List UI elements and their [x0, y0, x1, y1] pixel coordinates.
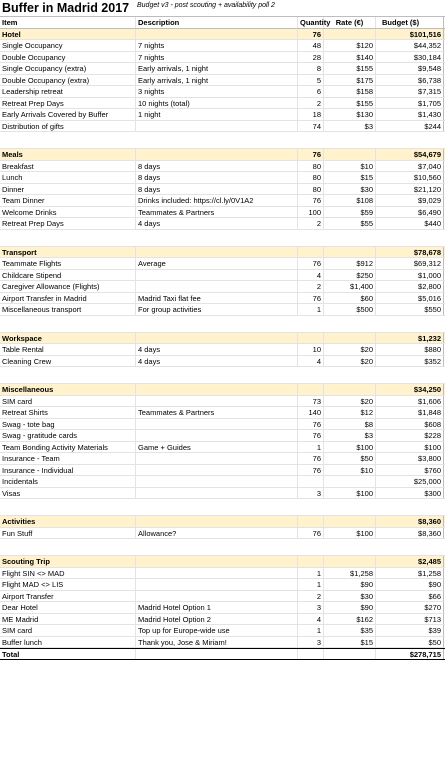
rate-cell[interactable]: $15 — [324, 172, 376, 183]
table-row — [0, 75, 445, 87]
item-cell[interactable]: Single Occupancy (extra) — [0, 63, 136, 74]
budget-cell[interactable]: $880 — [376, 344, 444, 355]
budget-cell[interactable]: $8,360 — [376, 528, 444, 539]
rate-cell[interactable]: $155 — [324, 63, 376, 74]
item-cell[interactable]: Fun Stuff — [0, 528, 136, 539]
rate-cell[interactable]: $8 — [324, 419, 376, 430]
section-header-row — [0, 384, 445, 396]
description-cell[interactable]: 4 days — [136, 218, 298, 229]
section-quantity[interactable]: 76 — [298, 149, 324, 160]
table-row — [0, 293, 445, 305]
rate-cell[interactable]: $108 — [324, 195, 376, 206]
section-quantity[interactable] — [298, 247, 324, 258]
rate-cell[interactable]: $100 — [324, 488, 376, 499]
budget-cell[interactable]: $30,184 — [376, 52, 444, 63]
quantity-cell[interactable]: 76 — [298, 293, 324, 304]
item-cell[interactable]: Retreat Prep Days — [0, 218, 136, 229]
item-cell[interactable]: ME Madrid — [0, 614, 136, 625]
budget-cell[interactable]: $3,800 — [376, 453, 444, 464]
rate-cell[interactable]: $155 — [324, 98, 376, 109]
rate-cell[interactable]: $20 — [324, 344, 376, 355]
description-cell[interactable]: Teammates & Partners — [136, 207, 298, 218]
description-cell[interactable] — [136, 419, 298, 430]
item-cell[interactable]: Caregiver Allowance (Flights) — [0, 281, 136, 292]
table-row — [0, 488, 445, 500]
section-description-cell[interactable] — [136, 516, 298, 527]
quantity-cell[interactable]: 2 — [298, 591, 324, 602]
table-row — [0, 453, 445, 465]
item-cell[interactable]: Buffer lunch — [0, 637, 136, 648]
budget-cell[interactable]: $760 — [376, 465, 444, 476]
budget-cell[interactable]: $21,120 — [376, 184, 444, 195]
table-row — [0, 419, 445, 431]
quantity-cell[interactable]: 5 — [298, 75, 324, 86]
rate-cell[interactable]: $120 — [324, 40, 376, 51]
spacer-row — [0, 132, 445, 149]
section-header-row — [0, 556, 445, 568]
table-row — [0, 430, 445, 442]
item-cell[interactable]: Breakfast — [0, 161, 136, 172]
section-name[interactable]: Scouting Trip — [0, 556, 136, 567]
table-row — [0, 407, 445, 419]
table-row — [0, 465, 445, 477]
table-row — [0, 40, 445, 52]
budget-cell[interactable]: $1,430 — [376, 109, 444, 120]
total-rate-cell[interactable] — [324, 649, 376, 659]
total-label[interactable]: Total — [0, 649, 136, 659]
description-cell[interactable]: Teammates & Partners — [136, 407, 298, 418]
rate-cell[interactable] — [324, 476, 376, 487]
item-cell[interactable]: Leadership retreat — [0, 86, 136, 97]
rate-cell[interactable]: $3 — [324, 430, 376, 441]
quantity-cell[interactable]: 1 — [298, 442, 324, 453]
item-cell[interactable]: Team Bonding Activity Materials — [0, 442, 136, 453]
sheet-title: Buffer in Madrid 2017 — [2, 1, 130, 15]
total-quantity-cell[interactable] — [298, 649, 324, 659]
item-cell[interactable]: SIM card — [0, 396, 136, 407]
rate-cell[interactable]: $100 — [324, 528, 376, 539]
description-cell[interactable]: Game + Guides — [136, 442, 298, 453]
description-cell[interactable]: 4 days — [136, 344, 298, 355]
item-cell[interactable]: Double Occupancy — [0, 52, 136, 63]
description-cell[interactable]: Top up for Europe-wide use — [136, 625, 298, 636]
sheet-subtitle: Budget v3 - post scouting + availability poll 2 — [137, 2, 275, 9]
rate-cell[interactable]: $10 — [324, 465, 376, 476]
rate-cell[interactable]: $59 — [324, 207, 376, 218]
description-cell[interactable]: For group activities — [136, 304, 298, 315]
quantity-cell[interactable]: 2 — [298, 281, 324, 292]
quantity-cell[interactable]: 76 — [298, 453, 324, 464]
rate-cell[interactable]: $3 — [324, 121, 376, 132]
quantity-cell[interactable]: 8 — [298, 63, 324, 74]
description-cell[interactable]: 1 night — [136, 109, 298, 120]
spacer-row — [0, 316, 445, 333]
budget-cell[interactable]: $7,040 — [376, 161, 444, 172]
quantity-cell[interactable]: 1 — [298, 568, 324, 579]
description-cell[interactable]: Early arrivals, 1 night — [136, 63, 298, 74]
section-header-row — [0, 333, 445, 345]
description-cell[interactable] — [136, 476, 298, 487]
quantity-cell[interactable] — [298, 476, 324, 487]
rate-cell[interactable]: $158 — [324, 86, 376, 97]
item-cell[interactable]: Incidentals — [0, 476, 136, 487]
budget-cell[interactable]: $44,352 — [376, 40, 444, 51]
budget-cell[interactable]: $2,800 — [376, 281, 444, 292]
table-row — [0, 218, 445, 230]
section-quantity[interactable] — [298, 384, 324, 395]
description-cell[interactable]: 7 nights — [136, 40, 298, 51]
section-description-cell[interactable] — [136, 29, 298, 40]
budget-cell[interactable]: $440 — [376, 218, 444, 229]
budget-cell[interactable]: $39 — [376, 625, 444, 636]
header-description[interactable]: Description — [136, 17, 298, 28]
item-cell[interactable]: Visas — [0, 488, 136, 499]
quantity-cell[interactable]: 3 — [298, 488, 324, 499]
rate-cell[interactable]: $162 — [324, 614, 376, 625]
table-row — [0, 396, 445, 408]
item-cell[interactable]: Retreat Prep Days — [0, 98, 136, 109]
spacer-row — [0, 367, 445, 384]
table-row — [0, 184, 445, 196]
rate-cell[interactable]: $20 — [324, 396, 376, 407]
section-description-cell[interactable] — [136, 384, 298, 395]
item-cell[interactable]: Table Rental — [0, 344, 136, 355]
budget-cell[interactable]: $66 — [376, 591, 444, 602]
quantity-cell[interactable]: 76 — [298, 430, 324, 441]
budget-cell[interactable]: $50 — [376, 637, 444, 648]
description-cell[interactable]: Drinks included: https://cl.ly/0V1A2 — [136, 195, 298, 206]
description-cell[interactable] — [136, 430, 298, 441]
quantity-cell[interactable]: 10 — [298, 344, 324, 355]
rate-cell[interactable]: $1,258 — [324, 568, 376, 579]
table-row — [0, 86, 445, 98]
section-description-cell[interactable] — [136, 556, 298, 567]
description-cell[interactable]: Average — [136, 258, 298, 269]
table-row — [0, 356, 445, 368]
quantity-cell[interactable]: 4 — [298, 614, 324, 625]
item-cell[interactable]: Flight MAD <> LIS — [0, 579, 136, 590]
quantity-cell[interactable]: 6 — [298, 86, 324, 97]
table-row — [0, 637, 445, 649]
budget-cell[interactable]: $1,705 — [376, 98, 444, 109]
quantity-cell[interactable]: 4 — [298, 270, 324, 281]
item-cell[interactable]: Team Dinner — [0, 195, 136, 206]
section-rate-cell[interactable] — [324, 247, 376, 258]
quantity-cell[interactable]: 48 — [298, 40, 324, 51]
spacer-row — [0, 499, 445, 516]
quantity-cell[interactable]: 80 — [298, 172, 324, 183]
budget-cell[interactable]: $6,490 — [376, 207, 444, 218]
table-row — [0, 476, 445, 488]
item-cell[interactable]: Dinner — [0, 184, 136, 195]
table-row — [0, 98, 445, 110]
section-budget[interactable]: $101,516 — [376, 29, 444, 40]
quantity-cell[interactable]: 76 — [298, 419, 324, 430]
quantity-cell[interactable]: 80 — [298, 184, 324, 195]
section-header-row — [0, 29, 445, 41]
item-cell[interactable]: Miscellaneous transport — [0, 304, 136, 315]
item-cell[interactable]: Early Arrivals Covered by Buffer — [0, 109, 136, 120]
description-cell[interactable]: 8 days — [136, 184, 298, 195]
quantity-cell[interactable]: 1 — [298, 304, 324, 315]
budget-cell[interactable]: $9,029 — [376, 195, 444, 206]
section-description-cell[interactable] — [136, 247, 298, 258]
quantity-cell[interactable]: 100 — [298, 207, 324, 218]
rate-cell[interactable]: $20 — [324, 356, 376, 367]
section-name[interactable]: Miscellaneous — [0, 384, 136, 395]
section-name[interactable]: Workspace — [0, 333, 136, 344]
section-name[interactable]: Meals — [0, 149, 136, 160]
description-cell[interactable]: 3 nights — [136, 86, 298, 97]
quantity-cell[interactable]: 2 — [298, 218, 324, 229]
rate-cell[interactable]: $100 — [324, 442, 376, 453]
quantity-cell[interactable]: 1 — [298, 579, 324, 590]
item-cell[interactable]: Teammate Flights — [0, 258, 136, 269]
description-cell[interactable] — [136, 488, 298, 499]
rate-cell[interactable]: $15 — [324, 637, 376, 648]
quantity-cell[interactable]: 28 — [298, 52, 324, 63]
rate-cell[interactable]: $90 — [324, 579, 376, 590]
section-description-cell[interactable] — [136, 149, 298, 160]
description-cell[interactable]: 8 days — [136, 172, 298, 183]
section-budget[interactable]: $78,678 — [376, 247, 444, 258]
table-row — [0, 195, 445, 207]
budget-cell[interactable]: $300 — [376, 488, 444, 499]
rate-cell[interactable]: $35 — [324, 625, 376, 636]
section-header-row — [0, 149, 445, 161]
description-cell[interactable]: Madrid Hotel Option 2 — [136, 614, 298, 625]
table-row — [0, 568, 445, 580]
budget-cell[interactable]: $1,848 — [376, 407, 444, 418]
description-cell[interactable] — [136, 591, 298, 602]
section-rate-cell[interactable] — [324, 384, 376, 395]
header-row — [0, 17, 445, 29]
budget-cell[interactable]: $25,000 — [376, 476, 444, 487]
item-cell[interactable]: Single Occupancy — [0, 40, 136, 51]
description-cell[interactable]: 4 days — [136, 356, 298, 367]
item-cell[interactable]: Insurance - Individual — [0, 465, 136, 476]
budget-cell[interactable]: $100 — [376, 442, 444, 453]
section-budget[interactable]: $1,232 — [376, 333, 444, 344]
item-cell[interactable]: Distribution of gifts — [0, 121, 136, 132]
item-cell[interactable]: SIM card — [0, 625, 136, 636]
rate-cell[interactable]: $10 — [324, 161, 376, 172]
item-cell[interactable]: Swag - tote bag — [0, 419, 136, 430]
rate-cell[interactable]: $55 — [324, 218, 376, 229]
section-name[interactable]: Activities — [0, 516, 136, 527]
table-row — [0, 270, 445, 282]
quantity-cell[interactable]: 76 — [298, 195, 324, 206]
budget-cell[interactable]: $9,548 — [376, 63, 444, 74]
quantity-cell[interactable]: 76 — [298, 528, 324, 539]
quantity-cell[interactable]: 1 — [298, 625, 324, 636]
section-budget[interactable]: $34,250 — [376, 384, 444, 395]
section-rate-cell[interactable] — [324, 516, 376, 527]
total-budget[interactable]: $278,715 — [376, 649, 444, 659]
description-cell[interactable]: 8 days — [136, 161, 298, 172]
budget-cell[interactable]: $228 — [376, 430, 444, 441]
description-cell[interactable]: Madrid Hotel Option 1 — [136, 602, 298, 613]
table-row — [0, 614, 445, 626]
description-cell[interactable] — [136, 281, 298, 292]
quantity-cell[interactable]: 76 — [298, 465, 324, 476]
title-bar — [0, 0, 445, 17]
section-budget[interactable]: $54,679 — [376, 149, 444, 160]
description-cell[interactable]: 10 nights (total) — [136, 98, 298, 109]
item-cell[interactable]: Airport Transfer — [0, 591, 136, 602]
budget-cell[interactable]: $550 — [376, 304, 444, 315]
table-row — [0, 442, 445, 454]
section-budget[interactable]: $8,360 — [376, 516, 444, 527]
budget-cell[interactable]: $713 — [376, 614, 444, 625]
budget-cell[interactable]: $1,606 — [376, 396, 444, 407]
table-row — [0, 528, 445, 540]
description-cell[interactable] — [136, 465, 298, 476]
section-quantity[interactable] — [298, 556, 324, 567]
table-row — [0, 625, 445, 637]
description-cell[interactable] — [136, 121, 298, 132]
header-item[interactable]: Item — [0, 17, 136, 28]
description-cell[interactable] — [136, 568, 298, 579]
rate-cell[interactable]: $140 — [324, 52, 376, 63]
quantity-cell[interactable]: 4 — [298, 356, 324, 367]
table-row — [0, 591, 445, 603]
budget-cell[interactable]: $352 — [376, 356, 444, 367]
section-budget[interactable]: $2,485 — [376, 556, 444, 567]
budget-cell[interactable]: $10,560 — [376, 172, 444, 183]
quantity-cell[interactable]: 3 — [298, 637, 324, 648]
section-quantity[interactable]: 76 — [298, 29, 324, 40]
header-budget[interactable]: Budget ($) — [376, 17, 444, 28]
rate-cell[interactable]: $912 — [324, 258, 376, 269]
section-rate-cell[interactable] — [324, 556, 376, 567]
spacer-row — [0, 230, 445, 247]
item-cell[interactable]: Retreat Shirts — [0, 407, 136, 418]
rate-cell[interactable]: $30 — [324, 184, 376, 195]
description-cell[interactable] — [136, 396, 298, 407]
description-cell[interactable]: Madrid Taxi flat fee — [136, 293, 298, 304]
table-row — [0, 304, 445, 316]
section-name[interactable]: Transport — [0, 247, 136, 258]
quantity-cell[interactable]: 2 — [298, 98, 324, 109]
section-quantity[interactable] — [298, 516, 324, 527]
description-cell[interactable] — [136, 270, 298, 281]
quantity-cell[interactable]: 80 — [298, 161, 324, 172]
table-row — [0, 63, 445, 75]
item-cell[interactable]: Cleaning Crew — [0, 356, 136, 367]
item-cell[interactable]: Flight SIN <> MAD — [0, 568, 136, 579]
quantity-cell[interactable]: 74 — [298, 121, 324, 132]
table-row — [0, 344, 445, 356]
description-cell[interactable] — [136, 453, 298, 464]
item-cell[interactable]: Childcare Stipend — [0, 270, 136, 281]
sections-container — [0, 29, 445, 649]
table-row — [0, 161, 445, 173]
section-name[interactable]: Hotel — [0, 29, 136, 40]
header-rate[interactable]: Rate (€) — [324, 17, 376, 28]
section-description-cell[interactable] — [136, 333, 298, 344]
item-cell[interactable]: Airport Transfer in Madrid — [0, 293, 136, 304]
budget-cell[interactable]: $5,016 — [376, 293, 444, 304]
rate-cell[interactable]: $175 — [324, 75, 376, 86]
description-cell[interactable]: Early arrivals, 1 night — [136, 75, 298, 86]
quantity-cell[interactable]: 140 — [298, 407, 324, 418]
table-row — [0, 172, 445, 184]
rate-cell[interactable]: $12 — [324, 407, 376, 418]
section-rate-cell[interactable] — [324, 149, 376, 160]
rate-cell[interactable]: $50 — [324, 453, 376, 464]
rate-cell[interactable]: $250 — [324, 270, 376, 281]
total-row — [0, 648, 445, 660]
quantity-cell[interactable]: 73 — [298, 396, 324, 407]
budget-cell[interactable]: $1,258 — [376, 568, 444, 579]
budget-cell[interactable]: $1,000 — [376, 270, 444, 281]
table-row — [0, 258, 445, 270]
budget-cell[interactable]: $244 — [376, 121, 444, 132]
table-row — [0, 602, 445, 614]
section-header-row — [0, 247, 445, 259]
table-row — [0, 281, 445, 293]
budget-cell[interactable]: $270 — [376, 602, 444, 613]
item-cell[interactable]: Insurance - Team — [0, 453, 136, 464]
budget-cell[interactable]: $90 — [376, 579, 444, 590]
description-cell[interactable]: Allowance? — [136, 528, 298, 539]
budget-cell[interactable]: $7,315 — [376, 86, 444, 97]
description-cell[interactable]: Thank you, Jose & Miriam! — [136, 637, 298, 648]
table-row — [0, 579, 445, 591]
table-row — [0, 121, 445, 133]
item-cell[interactable]: Double Occupancy (extra) — [0, 75, 136, 86]
total-description-cell[interactable] — [136, 649, 298, 659]
section-quantity[interactable] — [298, 333, 324, 344]
rate-cell[interactable]: $130 — [324, 109, 376, 120]
item-cell[interactable]: Dear Hotel — [0, 602, 136, 613]
item-cell[interactable]: Welcome Drinks — [0, 207, 136, 218]
item-cell[interactable]: Swag - gratitude cards — [0, 430, 136, 441]
description-cell[interactable]: 7 nights — [136, 52, 298, 63]
table-row — [0, 109, 445, 121]
section-rate-cell[interactable] — [324, 333, 376, 344]
header-quantity[interactable]: Quantity — [300, 18, 331, 27]
description-cell[interactable] — [136, 579, 298, 590]
table-row — [0, 52, 445, 64]
item-cell[interactable]: Lunch — [0, 172, 136, 183]
spacer-row — [0, 539, 445, 556]
section-rate-cell[interactable] — [324, 29, 376, 40]
rate-cell[interactable]: $30 — [324, 591, 376, 602]
section-header-row — [0, 516, 445, 528]
quantity-cell[interactable]: 3 — [298, 602, 324, 613]
quantity-cell[interactable]: 18 — [298, 109, 324, 120]
quantity-cell[interactable]: 76 — [298, 258, 324, 269]
budget-cell[interactable]: $69,312 — [376, 258, 444, 269]
rate-cell[interactable]: $500 — [324, 304, 376, 315]
rate-cell[interactable]: $60 — [324, 293, 376, 304]
table-row — [0, 207, 445, 219]
budget-cell[interactable]: $6,738 — [376, 75, 444, 86]
budget-cell[interactable]: $608 — [376, 419, 444, 430]
rate-cell[interactable]: $1,400 — [324, 281, 376, 292]
rate-cell[interactable]: $90 — [324, 602, 376, 613]
